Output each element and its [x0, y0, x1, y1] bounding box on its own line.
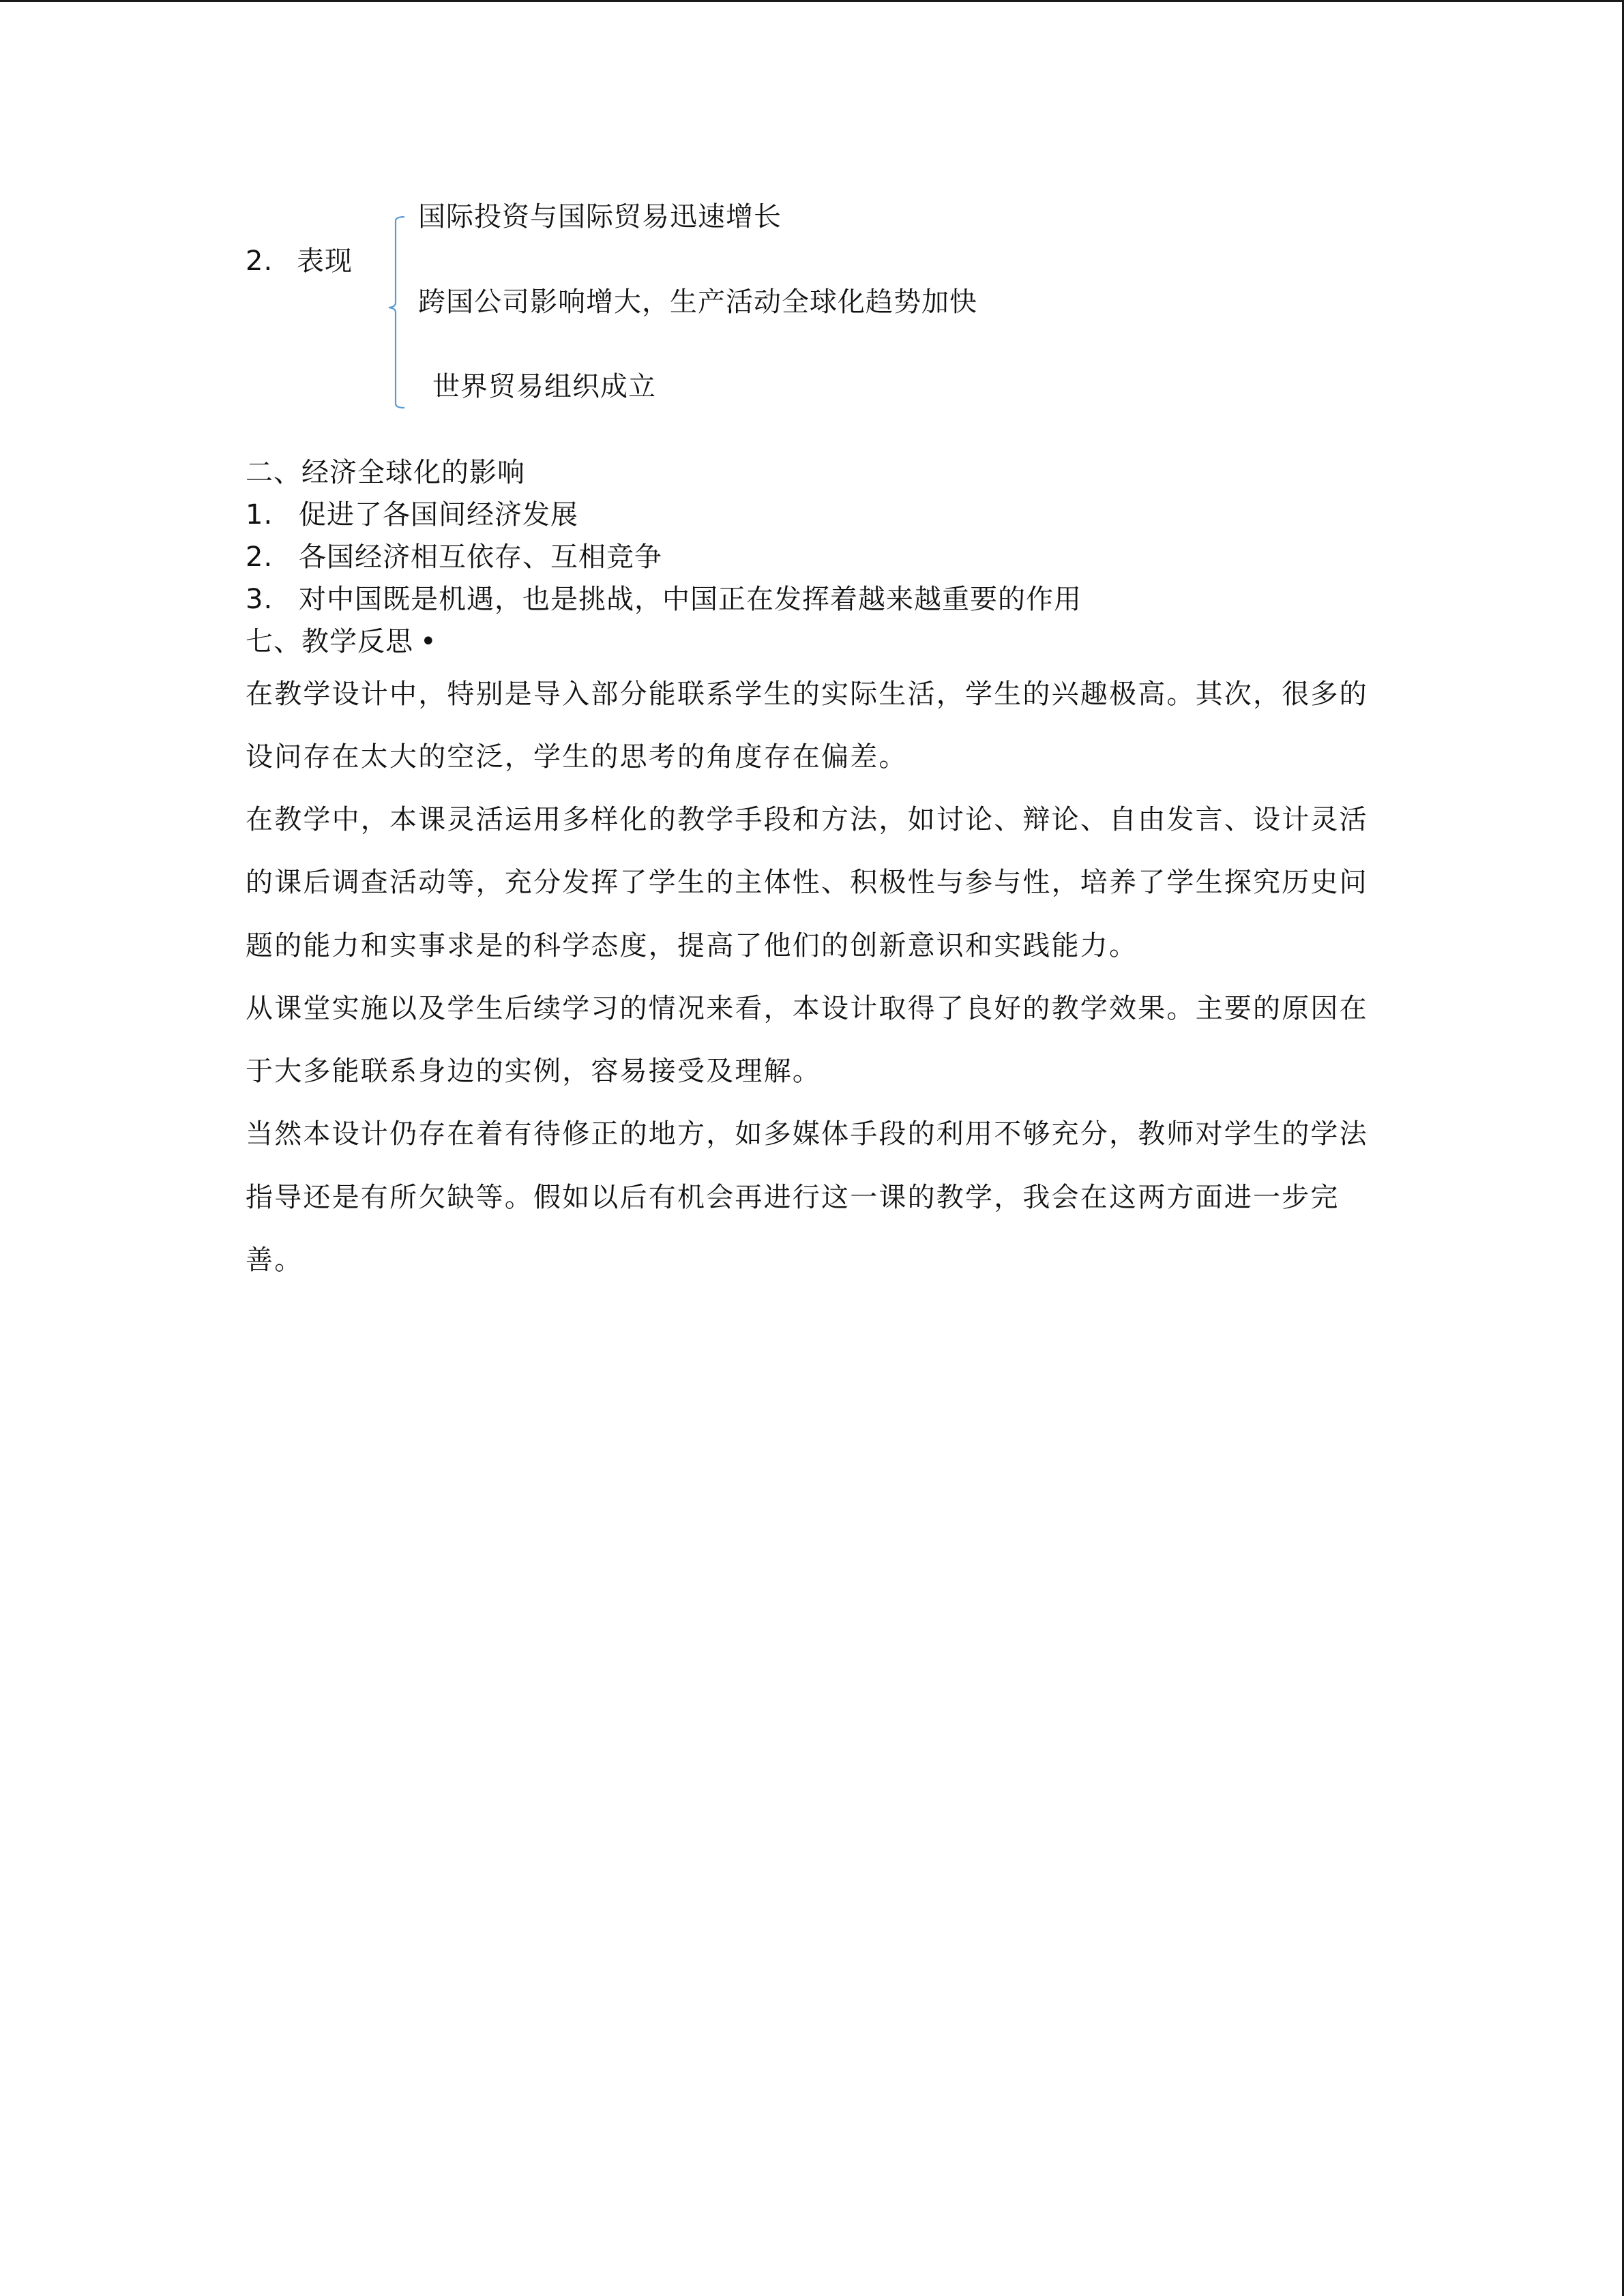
manifestation-number: 2. [246, 245, 274, 277]
paragraph-line: 指导还是有所欠缺等。假如以后有机会再进行这一课的教学，我会在这两方面进一步完 [246, 1182, 1340, 1213]
impact-list-item [246, 583, 1082, 616]
paragraph-line: 在教学设计中，特别是导入部分能联系学生的实际生活，学生的兴趣极高。其次，很多的 [246, 679, 1368, 710]
curly-brace-icon [382, 211, 409, 413]
list-text: 各国经济相互依存、互相竞争 [299, 541, 662, 573]
paragraph-line: 于大多能联系身边的实例，容易接受及理解。 [246, 1056, 821, 1087]
reflection-heading [246, 625, 437, 658]
list-number: 1. [246, 499, 274, 531]
paragraph-line: 当然本设计仍存在着有待修正的地方，如多媒体手段的利用不够充分，教师对学生的学法 [246, 1118, 1368, 1150]
reflection-heading-text: 七、教学反思 [246, 626, 413, 657]
manifestation-item: 世界贸易组织成立 [432, 371, 656, 402]
paragraph-line: 题的能力和实事求是的科学态度，提高了他们的创新意识和实践能力。 [246, 930, 1138, 961]
paragraph-line: 的课后调查活动等，充分发挥了学生的主体性、积极性与参与性，培养了学生探究历史问 [246, 867, 1368, 898]
paragraph-line: 设问存在太大的空泛，学生的思考的角度存在偏差。 [246, 741, 908, 773]
paragraph-line: 善。 [246, 1244, 304, 1276]
page-border-top [0, 0, 1624, 2]
manifestation-item: 国际投资与国际贸易迅速增长 [418, 201, 782, 233]
list-text: 对中国既是机遇，也是挑战，中国正在发挥着越来越重要的作用 [299, 584, 1082, 615]
impact-heading: 二、经济全球化的影响 [246, 457, 525, 488]
bullet-icon: • [420, 626, 437, 657]
manifestation-heading [246, 245, 353, 278]
list-text: 促进了各国间经济发展 [299, 499, 578, 531]
impact-list-item [246, 498, 578, 531]
impact-list-item [246, 541, 662, 573]
list-number: 3. [246, 584, 274, 615]
manifestation-item: 跨国公司影响增大，生产活动全球化趋势加快 [418, 286, 977, 318]
paragraph-line: 在教学中，本课灵活运用多样化的教学手段和方法，如讨论、辩论、自由发言、设计灵活 [246, 804, 1368, 835]
list-number: 2. [246, 541, 274, 573]
paragraph-line: 从课堂实施以及学生后续学习的情况来看，本设计取得了良好的教学效果。主要的原因在 [246, 993, 1368, 1024]
manifestation-label: 表现 [297, 245, 353, 277]
